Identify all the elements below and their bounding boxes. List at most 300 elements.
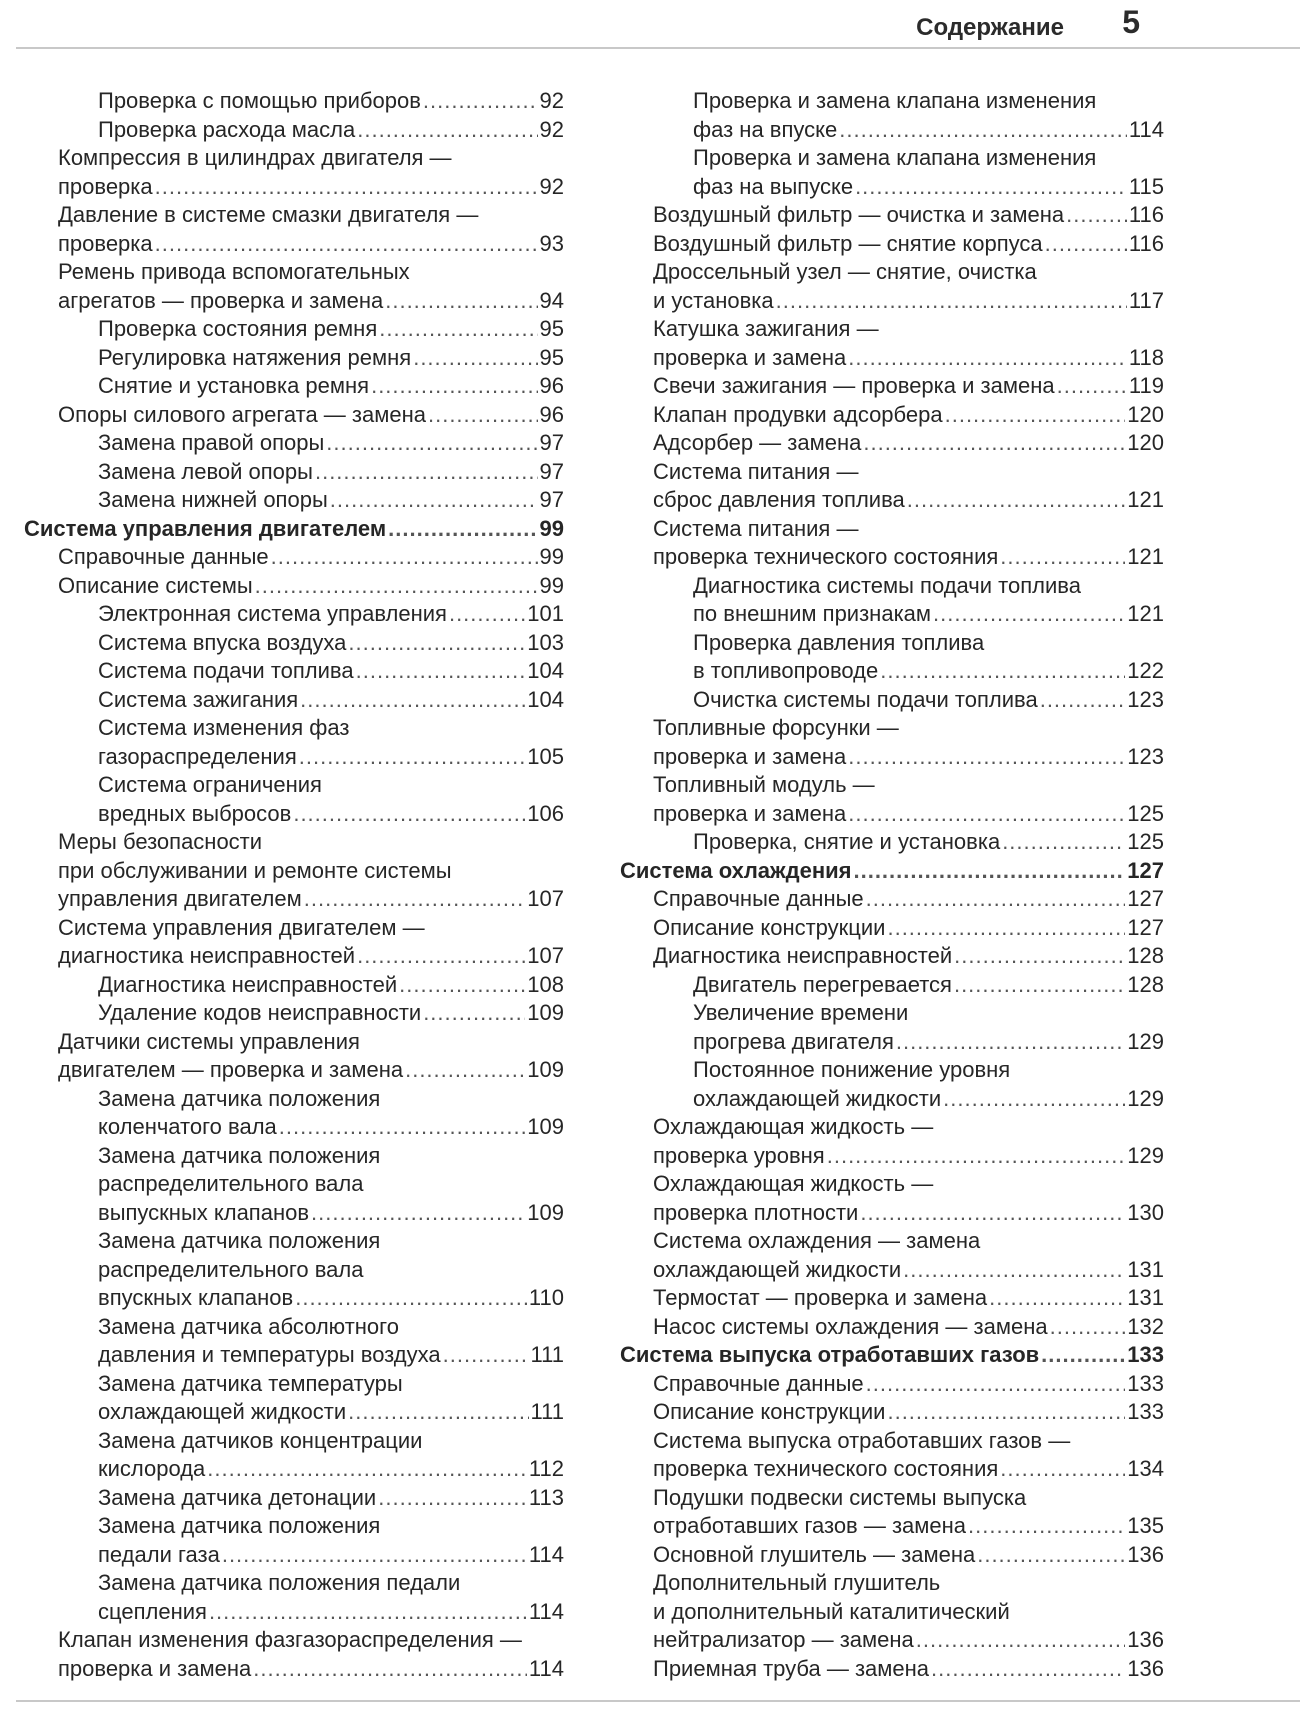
toc-entry [620,1484,1164,1541]
toc-entry-line [653,1626,1164,1655]
toc-entry-text: Система питания — [653,515,859,541]
toc-entry-text: Справочные данные [653,1370,864,1396]
toc-entry [620,686,1164,715]
toc-entry [24,999,564,1028]
toc-entry-text: Система ограничения [98,772,322,797]
toc-page-number: 129 [1127,1085,1164,1111]
toc-entry-line [58,401,564,430]
dot-leader [853,857,1125,886]
toc-entry [620,1056,1164,1113]
toc-page-number: 116 [1128,230,1164,256]
toc-entry-line [98,429,564,458]
dot-leader [954,971,1125,1000]
toc-entry [620,515,1164,572]
toc-page-number: 94 [539,287,564,313]
toc-page-number: 127 [1127,857,1164,883]
dot-leader [866,1370,1126,1399]
dot-leader [1000,543,1125,572]
toc-entry [24,657,564,686]
dot-leader [989,1284,1125,1313]
toc-entry-text: Регулировка натяжения ремня [98,344,412,370]
toc-entry-text: Замена нижней опоры [98,487,328,512]
toc-page-number: 101 [527,601,564,626]
toc-entry-line [98,971,564,1000]
toc-entry-text: по внешним признакам [693,601,932,626]
toc-entry [24,629,564,658]
toc-entry-text: Замена датчика положения педали [98,1570,461,1595]
toc-entry-line [58,287,564,316]
dot-leader [300,686,525,715]
dot-leader [855,173,1127,202]
toc-entry [620,572,1164,629]
toc-entry [620,1427,1164,1484]
dot-leader [776,287,1127,316]
toc-entry [24,258,564,315]
toc-entry-text: Проверка с помощью приборов [98,88,421,113]
toc-entry-text: Система подачи топлива [98,658,354,683]
dot-leader [293,800,525,829]
toc-page-number: 114 [528,1541,564,1567]
toc-entry-line [58,942,564,971]
toc-entry-text: Увеличение времени [693,1000,909,1025]
dot-leader [954,942,1125,971]
dot-leader [903,1256,1125,1285]
dot-leader [388,515,537,544]
toc-page-number: 114 [528,1598,564,1624]
toc-entry-line [98,87,564,116]
toc-entry-text: Удаление кодов неисправности [98,1000,422,1025]
toc-page-number: 99 [539,572,564,598]
toc-page-number: 116 [1128,202,1164,227]
toc-entry [24,372,564,401]
dot-leader [1050,1313,1126,1342]
toc-page-number: 114 [1128,116,1164,142]
toc-entry-text: проверка плотности [653,1199,859,1225]
toc-entry-text: Воздушный фильтр — снятие корпуса [653,230,1043,256]
toc-entry [24,429,564,458]
toc-page-number: 97 [539,430,564,455]
toc-page-number: 131 [1127,1256,1164,1282]
toc-page-number: 109 [527,1199,564,1225]
toc-entry-text: газораспределения [98,743,297,769]
toc-page-number: 128 [1127,943,1164,968]
toc-entry-line [98,1598,564,1627]
dot-leader [848,743,1125,772]
dot-leader [423,999,525,1028]
toc-entry-text: Замена датчика положения [98,1513,381,1538]
toc-entry-text: Давление в системе смазки двигателя — [58,202,479,227]
toc-page-number: 111 [530,1399,564,1424]
toc-entry-text: Проверка состояния ремня [98,316,378,341]
dot-leader [896,1028,1125,1057]
toc-entry-line [98,800,564,829]
dot-leader [271,543,538,572]
toc-entry-line [653,1313,1164,1342]
toc-entry-line [98,686,564,715]
toc-entry [620,87,1164,144]
toc-entry-text: Постоянное понижение уровня [693,1057,1011,1082]
toc-entry [620,1170,1164,1227]
toc-page-number: 97 [539,458,564,484]
toc-entry-text: Охлаждающая жидкость — [653,1171,934,1196]
toc-page-number: 129 [1127,1142,1164,1168]
toc-entry-line [693,173,1164,202]
toc-entry [24,1427,564,1484]
toc-entry [620,1113,1164,1170]
toc-entry-line [693,116,1164,145]
toc-entry-text: Замена датчика положения [98,1142,381,1168]
dot-leader [428,401,538,430]
toc-page-number: 92 [539,173,564,199]
toc-entry [24,1227,564,1313]
dot-leader [827,1142,1126,1171]
toc-right-column [620,87,1164,1683]
toc-entry-text: кислорода [98,1456,206,1481]
toc-entry [620,401,1164,430]
toc-entry-text: Описание конструкции [653,1399,886,1424]
footer-rule [16,1700,1300,1702]
toc-entry [620,999,1164,1056]
toc-entry-line [653,743,1164,772]
toc-entry-text: распределительного вала [98,1256,364,1282]
toc-entry-text: проверка [58,173,153,199]
toc-section-heading [620,1341,1164,1370]
toc-entry [620,1370,1164,1399]
toc-entry-text: Свечи зажигания — проверка и замена [653,373,1055,398]
toc-entry [24,1484,564,1513]
toc-page-number: 135 [1127,1513,1164,1538]
toc-entry [24,572,564,601]
toc-entry-text: Снятие и установка ремня [98,373,370,398]
toc-entry-line [653,1284,1164,1313]
toc-entry-text: проверка технического состояния [653,544,999,569]
toc-entry-line [98,657,564,686]
toc-entry-text: Основной глушитель — замена [653,1541,976,1567]
toc-section-heading [620,857,1164,886]
toc-entry [620,1398,1164,1427]
dot-leader [931,1655,1125,1684]
dot-leader [311,1199,525,1228]
toc-entry [620,230,1164,259]
toc-entry-text: фаз на впуске [693,116,838,142]
toc-entry [24,486,564,515]
toc-entry [24,828,564,914]
toc-entry-text: Приемная труба — замена [653,1655,930,1681]
toc-page-number: 133 [1127,1399,1164,1424]
toc-entry-line [620,857,1164,886]
toc-entry-line [98,1284,564,1313]
toc-entry-text: Проверка и замена клапана изменения [693,88,1097,113]
toc-section-heading [24,515,564,544]
toc-entry [620,372,1164,401]
toc-entry [24,1569,564,1626]
toc-entry-line [653,372,1164,401]
toc-page-number: 127 [1127,886,1164,911]
toc-page-number: 133 [1127,1342,1164,1367]
toc-entry-text: Система питания — [653,458,859,484]
toc-entry [620,971,1164,1000]
toc-entry-line [58,572,564,601]
toc-page-number: 109 [527,1114,564,1139]
toc-entry [620,458,1164,515]
toc-entry-line [653,1142,1164,1171]
toc-entry [24,686,564,715]
dot-leader [326,429,537,458]
dot-leader [887,914,1125,943]
toc-entry-line [653,942,1164,971]
toc-page-number: 120 [1127,401,1164,427]
toc-entry-line [98,486,564,515]
toc-entry [24,543,564,572]
dot-leader [423,87,538,116]
toc-entry-line [98,1541,564,1570]
toc-entry-line [653,800,1164,829]
toc-entry-line [98,1341,564,1370]
toc-entry-line [98,458,564,487]
toc-entry [620,1569,1164,1655]
toc-entry-text: проверка уровня [653,1142,825,1168]
toc-entry [24,315,564,344]
toc-entry [24,600,564,629]
toc-entry-text: Система выпуска отработавших газов [620,1342,1040,1367]
toc-entry [24,201,564,258]
dot-leader [1066,201,1127,230]
toc-entry-text: Замена датчика температуры [98,1370,403,1396]
toc-entry-text: Охлаждающая жидкость — [653,1114,934,1139]
dot-leader [207,1455,527,1484]
toc-entry [24,1512,564,1569]
dot-leader [1000,1455,1125,1484]
toc-entry-text: Дополнительный глушитель [653,1570,941,1595]
toc-entry-text: Адсорбер — замена [653,430,862,455]
toc-entry [620,1227,1164,1284]
toc-page-number: 109 [527,1000,564,1025]
toc-entry-text: Катушка зажигания — [653,316,879,341]
toc-entry-text: Замена датчика детонации [98,1484,377,1510]
toc-entry-line [693,828,1164,857]
toc-entry-line [98,1455,564,1484]
toc-entry-line [693,600,1164,629]
toc-entry-text: сброс давления топлива [653,487,905,512]
toc-entry-text: давления и температуры воздуха [98,1342,441,1367]
toc-entry-line [98,372,564,401]
dot-leader [866,885,1126,914]
toc-entry-line [58,230,564,259]
dot-leader [155,230,538,259]
toc-entry-text: Справочные данные [58,544,269,569]
toc-entry-text: Ремень привода вспомогательных [58,259,410,284]
toc-entry-text: Замена датчика положения [98,1085,381,1111]
toc-entry-line [58,885,564,914]
toc-entry-line [98,315,564,344]
toc-page-number: 104 [527,658,564,683]
toc-entry-line [693,971,1164,1000]
toc-page-number: 125 [1127,800,1164,826]
toc-page-number: 99 [539,515,564,541]
toc-entry-text: и установка [653,287,774,313]
toc-entry [24,1313,564,1370]
dot-leader [887,1398,1125,1427]
toc-entry-text: Меры безопасности [58,829,263,854]
toc-entry-line [98,1398,564,1427]
toc-page-number: 109 [527,1057,564,1082]
toc-entry-text: отработавших газов — замена [653,1513,967,1538]
dot-leader [405,1056,525,1085]
dot-leader [379,315,537,344]
toc-entry-text: Система изменения фаз [98,715,350,740]
toc-entry-text: Термостат — проверка и замена [653,1285,988,1310]
toc-entry [620,1313,1164,1342]
toc-entry-text: Топливный модуль — [653,772,875,797]
dot-leader [848,800,1125,829]
toc-entry-line [98,1484,564,1513]
toc-entry-text: агрегатов — проверка и замена [58,287,384,313]
toc-entry-line [653,344,1164,373]
toc-entry-text: Замена датчика абсолютного [98,1313,399,1339]
toc-entry-text: в топливопроводе [693,658,879,683]
toc-entry [24,1626,564,1683]
toc-entry-text: Насос системы охлаждения — замена [653,1313,1048,1339]
toc-page-number: 97 [539,487,564,512]
dot-leader [348,1398,528,1427]
toc-left-column [24,87,564,1683]
toc-page-number: 110 [528,1285,564,1310]
toc-entry [620,1284,1164,1313]
toc-entry [620,258,1164,315]
dot-leader [839,116,1127,145]
dot-leader [916,1626,1126,1655]
toc-entry-line [693,1085,1164,1114]
toc-entry-text: проверка и замена [653,800,847,826]
dot-leader [315,458,538,487]
toc-entry-line [653,1541,1164,1570]
toc-page-number: 103 [527,629,564,655]
toc-entry-line [98,1113,564,1142]
toc-entry-text: охлаждающей жидкости [98,1399,347,1424]
toc-entry [24,971,564,1000]
toc-entry [620,942,1164,971]
toc-entry [24,458,564,487]
toc-page-number: 104 [527,686,564,712]
toc-entry-text: проверка [58,230,153,256]
toc-entry [620,629,1164,686]
toc-page-number: 96 [539,373,564,398]
toc-page-number: 99 [539,544,564,569]
toc-entry-text: Опоры силового агрегата — замена [58,401,426,427]
dot-leader [943,1085,1125,1114]
toc-page-number: 95 [539,344,564,370]
toc-entry-line [693,686,1164,715]
toc-entry-line [653,1655,1164,1684]
toc-entry-line [98,999,564,1028]
page-header [0,0,1300,48]
toc-entry-text: Описание системы [58,572,253,598]
dot-leader [1002,828,1125,857]
toc-entry-line [58,173,564,202]
toc-entry-line [653,287,1164,316]
toc-entry-line [653,486,1164,515]
toc-entry [24,401,564,430]
toc-page-number: 114 [528,1655,564,1681]
toc-entry-text: сцепления [98,1598,207,1624]
dot-leader [255,572,538,601]
toc-page-number: 96 [539,401,564,427]
toc-entry-text: охлаждающей жидкости [693,1085,942,1111]
toc-entry-text: Система впуска воздуха [98,629,347,655]
toc-entry-text: Проверка, снятие и установка [693,829,1001,854]
toc-entry-line [98,629,564,658]
toc-page-number: 108 [527,971,564,997]
toc-entry-line [653,1370,1164,1399]
toc-page-number: 118 [1128,344,1164,370]
toc-entry-text: Система управления двигателем [24,515,387,541]
toc-entry-text: выпускных клапанов [98,1199,310,1225]
toc-entry-line [653,1455,1164,1484]
page-number: 5 [1122,4,1140,40]
toc-entry-line [24,515,564,544]
toc-entry-text: Проверка расхода масла [98,116,356,142]
toc-entry [620,201,1164,230]
dot-leader [279,1113,526,1142]
toc-entry-line [98,743,564,772]
toc-entry-text: фаз на выпуске [693,173,854,199]
toc-entry-text: при обслуживании и ремонте системы [58,857,452,883]
toc-page-number: 136 [1127,1627,1164,1652]
toc-entry-line [98,116,564,145]
dot-leader [356,657,526,686]
toc-page-number: 127 [1127,914,1164,940]
toc-entry-text: Диагностика неисправностей [98,971,398,997]
toc-entry-text: Система управления двигателем — [58,914,425,940]
toc-entry-line [693,1028,1164,1057]
toc-entry-text: Проверка давления топлива [693,629,985,655]
toc-entry-text: диагностика неисправностей [58,943,356,968]
toc-entry-text: Диагностика неисправностей [653,943,953,968]
toc-entry-text: Замена датчика положения [98,1228,381,1253]
toc-entry-text: проверка и замена [653,344,847,370]
toc-entry-text: Электронная система управления [98,601,447,626]
toc-entry-text: проверка и замена [58,1655,252,1681]
toc-entry-text: и дополнительный каталитический [653,1598,1010,1624]
dot-leader [860,1199,1125,1228]
dot-leader [977,1541,1125,1570]
dot-leader [209,1598,527,1627]
toc-entry [620,144,1164,201]
toc-entry [620,714,1164,771]
toc-entry-text: Замена датчиков концентрации [98,1427,423,1453]
toc-entry-text: Система охлаждения — замена [653,1228,981,1253]
toc-page-number: 136 [1127,1541,1164,1567]
toc-entry [620,771,1164,828]
toc-entry-text: нейтрализатор — замена [653,1627,914,1652]
toc-page-number: 128 [1127,971,1164,997]
toc-entry-text: Очистка системы подачи топлива [693,686,1038,712]
toc-entry [620,315,1164,372]
dot-leader [385,287,537,316]
toc-page-number: 121 [1127,601,1164,626]
toc-entry-text: прогрева двигателя [693,1028,894,1054]
toc-entry-text: Описание конструкции [653,914,886,940]
toc-page-number: 134 [1127,1456,1164,1481]
dot-leader [330,486,538,515]
toc-page-number: 115 [1128,173,1164,199]
toc-entry-line [620,1341,1164,1370]
dot-leader [945,401,1126,430]
toc-entry [24,116,564,145]
toc-page-number: 113 [528,1484,564,1510]
dot-leader [348,629,525,658]
toc-page-number: 136 [1127,1655,1164,1681]
